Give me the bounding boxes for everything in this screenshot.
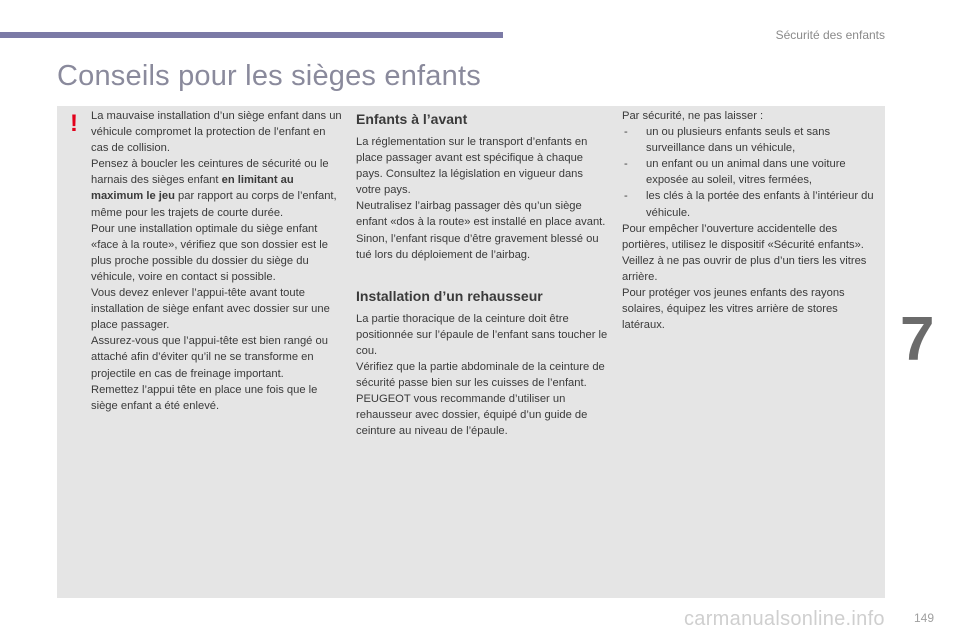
paragraph: Pour une installation optimale du siège enfant «face à la route», vérifiez que son dossier est le plus proche possible du dossier du siège du véhicule, voire en contact si possible. xyxy=(91,222,328,283)
watermark: carmanualsonline.info xyxy=(684,608,885,630)
list-item: - les clés à la portée des enfants à l’intérieur du véhicule. xyxy=(622,188,874,220)
middle-column xyxy=(356,110,608,440)
paragraph: Veillez à ne pas ouvrir de plus d’un tiers les vitres arrière. xyxy=(622,254,867,283)
paragraph: La réglementation sur le transport d’enfants en place passager avant est spécifique à chaque pays. Consultez la législation en vigueur dans votre pays. xyxy=(356,136,588,197)
warning-column xyxy=(91,108,345,414)
paragraph: Pour empêcher l’ouverture accidentelle des portières, utilisez le dispositif «Sécurité enfants». xyxy=(622,222,864,251)
top-accent-bar xyxy=(0,32,503,38)
paragraph: Pour protéger vos jeunes enfants des rayons solaires, équipez les vitres arrière de stores latéraux. xyxy=(622,287,845,332)
content-panel xyxy=(57,106,885,598)
paragraph: Vous devez enlever l’appui-tête avant toute installation de siège enfant avec dossier sur une place passager. xyxy=(91,287,330,332)
bold-text: en limitant au maximum le jeu xyxy=(91,174,294,203)
right-column xyxy=(622,108,874,333)
section-heading-front: Enfants à l’avant xyxy=(356,111,468,127)
paragraph: Remettez l’appui tête en place une fois que le siège enfant a été enlevé. xyxy=(91,383,318,412)
paragraph: Neutralisez l’airbag passager dès qu’un siège enfant «dos à la route» est installé en place avant. Sinon, l’enfant risque d’être gravement blessé ou tué lors du déploiement de l’airbag. xyxy=(356,200,606,261)
section-header: Sécurité des enfants xyxy=(775,28,885,42)
text-span: Pensez à boucler les ceintures de sécurité ou le harnais des sièges enfant xyxy=(91,158,329,187)
page-title: Conseils pour les sièges enfants xyxy=(57,60,481,92)
page-number: 149 xyxy=(914,611,935,625)
paragraph xyxy=(91,156,345,220)
paragraph: La mauvaise installation d’un siège enfant dans un véhicule compromet la protection de l’enfant en cas de collision. xyxy=(91,110,342,155)
exclamation-icon: ! xyxy=(70,110,78,137)
paragraph: Par sécurité, ne pas laisser : xyxy=(622,110,764,122)
paragraph: Vérifiez que la partie abdominale de la ceinture de sécurité passe bien sur les cuisses de l’enfant. xyxy=(356,361,605,390)
list-item: - un enfant ou un animal dans une voiture exposée au soleil, vitres fermées, xyxy=(622,156,874,188)
paragraph: Assurez-vous que l’appui-tête est bien rangé ou attaché afin d’éviter qu’il ne se transforme en projectile en cas de freinage important. xyxy=(91,335,328,380)
paragraph: PEUGEOT vous recommande d’utiliser un rehausseur avec dossier, équipé d’un guide de ceinture au niveau de l’épaule. xyxy=(356,393,588,438)
chapter-number: 7 xyxy=(900,305,935,374)
list-item: - un ou plusieurs enfants seuls et sans surveillance dans un véhicule, xyxy=(622,124,874,156)
safety-list xyxy=(622,124,874,221)
paragraph: La partie thoracique de la ceinture doit être positionnée sur l’épaule de l’enfant sans toucher le cou. xyxy=(356,312,608,357)
section-heading-booster: Installation d’un rehausseur xyxy=(356,287,543,304)
text-span: par rapport au corps de l’enfant, même pour les trajets de courte durée. xyxy=(91,190,337,219)
